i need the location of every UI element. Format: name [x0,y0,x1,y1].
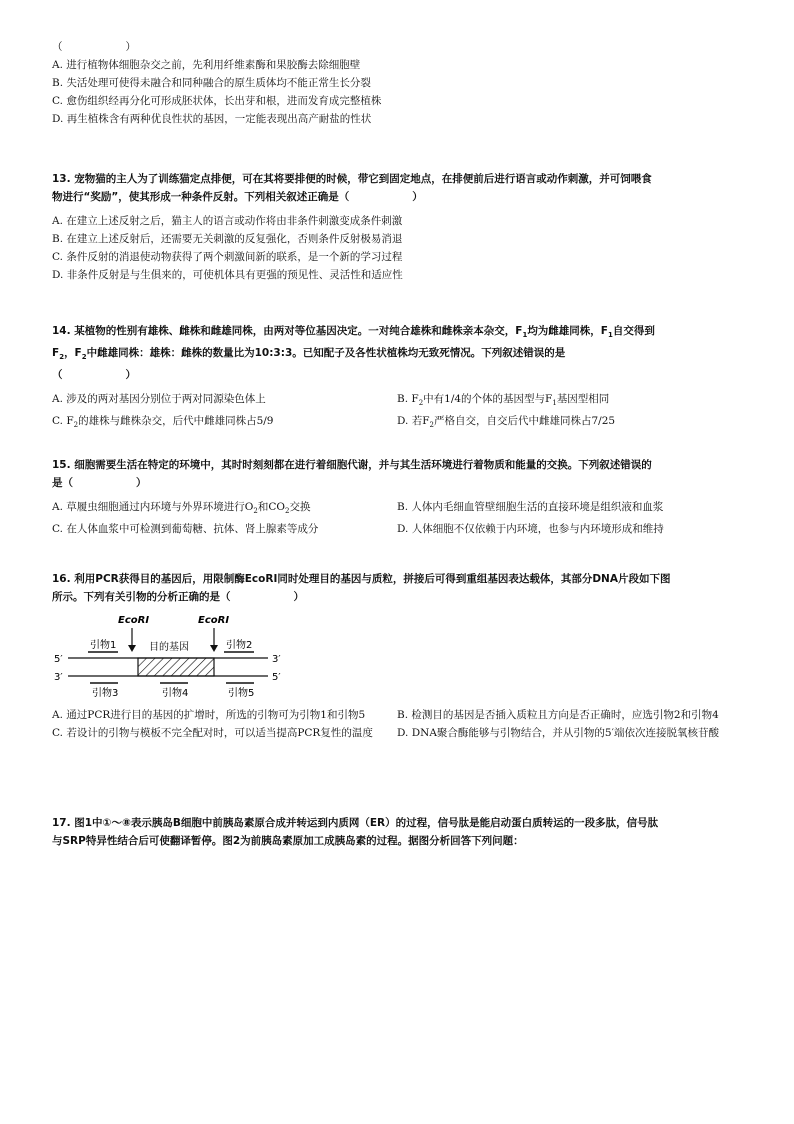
strand-top-5: 5′ [54,654,63,665]
arrow-left-head [128,645,136,652]
arrow-right-head [210,645,218,652]
q16-stem-line1: 16. 利用PCR获得目的基因后，用限制酶EcoRⅠ同时处理目的基因与质粒，拼接后可得到重组基因表达载体，其部分DNA片段如下图 [52,573,671,585]
q13-option-b[interactable]: B. 在建立上述反射后，还需要无关刺激的反复强化，否则条件反射极易消退 [52,233,403,245]
q13-block [52,170,742,284]
q14-option-d[interactable]: D. 若$F_2$严格自交，自交后代中雌雄同株占7/25 [397,415,616,430]
q14-option-b[interactable]: B. $F_2$中有1/4的个体的基因型与$F_1$基因型相同 [397,393,610,408]
q12-option-b[interactable]: B. 失活处理可使得未融合和同种融合的原生质体均不能正常生长分裂 [52,77,371,89]
gene-box [138,658,214,676]
q13-stem-line2: 物进行“奖励”，使其形成一种条件反射。下列相关叙述正确是（ ） [52,191,423,203]
q16-option-b[interactable]: B. 检测目的基因是否插入质粒且方向是否正确时，应选引物2和引物4 [397,709,719,721]
strand-bottom-3: 3′ [54,672,63,683]
q14-option-c[interactable]: C. $F_2$的雄株与雌株杂交，后代中雌雄同株占5/9 [52,415,274,430]
q17-block [52,814,742,850]
q13-stem-line1: 13. 宠物猫的主人为了训练猫定点排便，可在其将要排便的时候，带它到固定地点，在排便前后进行语言或动作刺激，并可饲喂食 [52,173,652,185]
q17-stem-line2: 与SRP特异性结合后可使翻译暂停。图2为前胰岛素原加工成胰岛素的过程。据图分析回答下列问题： [52,835,524,847]
primer3-label: 引物3 [92,688,119,699]
strand-bottom-5: 5′ [272,672,281,683]
q14-stem-line2: $F_2$，$F_2$中雌雄同株：雄株：雌株的数量比为10:3:3。已知配子及各性状植株均无致死情况。下列叙述错误的是 [52,347,566,362]
primer5-label: 引物5 [228,688,255,699]
q16-option-a[interactable]: A. 通过PCR进行目的基因的扩增时，所选的引物可为引物1和引物5 [52,709,366,721]
q13-option-d[interactable]: D. 非条件反射是与生俱来的，可使机体具有更强的预见性、灵活性和适应性 [52,269,403,281]
primer2-label: 引物2 [226,640,253,651]
q13-option-a[interactable]: A. 在建立上述反射之后，猫主人的语言或动作将由非条件刺激变成条件刺激 [52,215,403,227]
q12-block [52,38,742,128]
q16-option-d[interactable]: D. DNA聚合酶能够与引物结合，并从引物的5′端依次连接脱氧核苷酸 [397,727,719,739]
q12-option-a[interactable]: A. 进行植物体细胞杂交之前，先利用纤维素酶和果胶酶去除细胞壁 [52,59,361,71]
q15-block [52,456,742,538]
q16-options [52,706,742,742]
q14-block [52,322,742,434]
q15-stem-line1: 15. 细胞需要生活在特定的环境中，其时时刻刻都在进行着细胞代谢，并与其生活环境进行着物质和能量的交换。下列叙述错误的 [52,459,652,471]
q14-option-a[interactable]: A. 涉及的两对基因分别位于两对同源染色体上 [52,393,266,406]
ecori-label-right: EcoRⅠ [198,615,230,626]
strand-top-3: 3′ [272,654,281,665]
ecori-label-left: EcoRⅠ [118,615,150,626]
q15-stem-line2: 是（ ） [52,477,147,489]
primer1-label: 引物1 [90,640,117,651]
q12-option-c[interactable]: C. 愈伤组织经再分化可形成胚状体，长出芽和根，进而发育成完整植株 [52,95,382,107]
q14-stem-line1: 14. 某植物的性别有雄株、雌株和雌雄同株，由两对等位基因决定。一对纯合雄株和雌株亲本杂交，$F_1$均为雌雄同株，$F_1$自交得到 [52,325,655,340]
q15-option-b[interactable]: B. 人体内毛细血管壁细胞生活的直接环境是组织液和血浆 [397,501,664,513]
q16-option-c[interactable]: C. 若设计的引物与模板不完全配对时，可以适当提高PCR复性的温度 [52,727,373,739]
q16-stem-line2: 所示。下列有关引物的分析正确的是（ ） [52,591,304,603]
q12-option-d[interactable]: D. 再生植株含有两种优良性状的基因，一定能表现出高产耐盐的性状 [52,113,372,125]
primer4-label: 引物4 [162,688,189,699]
q16-block [52,570,742,606]
q13-option-c[interactable]: C. 条件反射的消退使动物获得了两个刺激间新的联系，是一个新的学习过程 [52,251,403,263]
q15-option-d[interactable]: D. 人体细胞不仅依赖于内环境，也参与内环境形成和维持 [397,523,664,536]
dna-diagram [52,608,292,708]
q14-paren: （ ） [52,369,136,382]
q12-paren: （ ） [52,41,136,53]
gene-label: 目的基因 [149,642,189,653]
q15-option-a[interactable]: A. 草履虫细胞通过内环境与外界环境进行$O_2$和$CO_2$交换 [52,501,311,516]
q17-stem-line1: 17. 图1中①～⑧表示胰岛B细胞中前胰岛素原合成并转运到内质网（ER）的过程，信号肽是能启动蛋白质转运的一段多肽，信号肽 [52,817,659,829]
q15-option-c[interactable]: C. 在人体血浆中可检测到葡萄糖、抗体、肾上腺素等成分 [52,523,319,536]
